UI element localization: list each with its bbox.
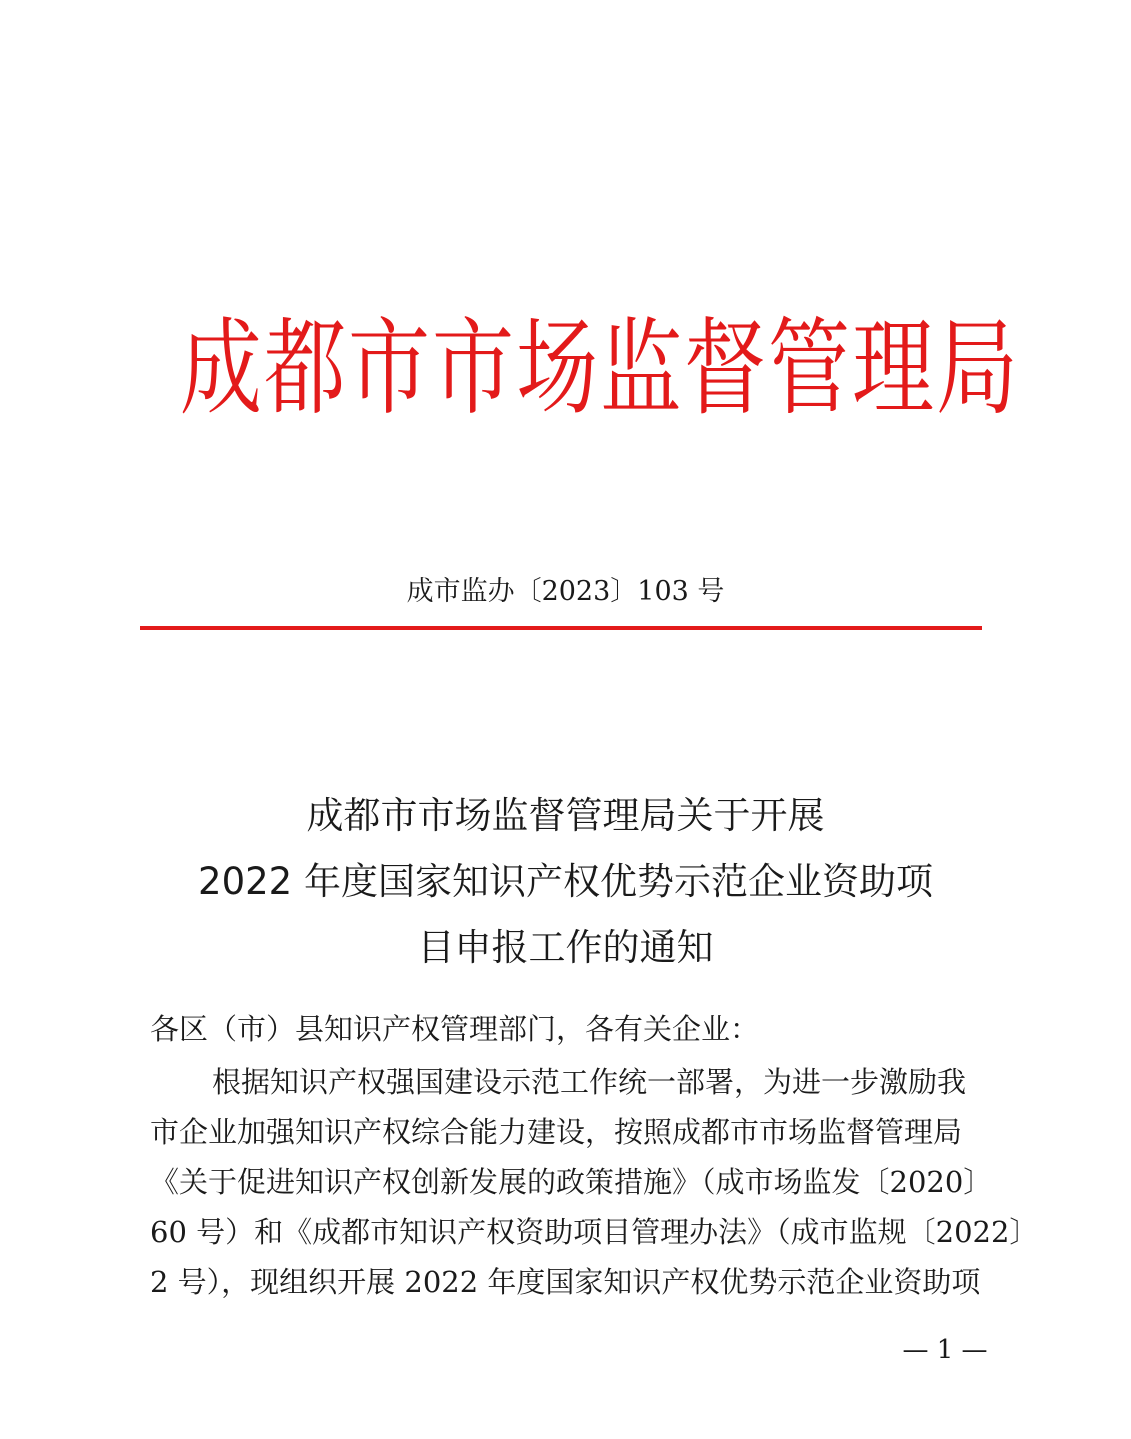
body-paragraph-line: 60 号）和《成都市知识产权资助项目管理办法》（成市监规〔2022〕 [150,1215,1039,1249]
body-paragraph-line: 2 号），现组织开展 2022 年度国家知识产权优势示范企业资助项 [150,1265,981,1299]
body-paragraph-line: 《关于促进知识产权创新发展的政策措施》（成市场监发〔2020〕 [150,1165,993,1199]
page-number: — 1 — [902,1335,988,1365]
document-number: 成市监办〔2023〕103 号 [406,576,725,607]
notice-title-line-1: 成都市市场监督管理局关于开展 [306,794,825,837]
notice-title-line-3: 目申报工作的通知 [417,926,714,969]
red-divider-line [140,626,982,630]
notice-title-line-2: 2022 年度国家知识产权优势示范企业资助项 [198,860,933,903]
body-paragraph-line: 市企业加强知识产权综合能力建设，按照成都市市场监督管理局 [150,1115,963,1149]
letterhead-title: 成都市市场监督管理局 [180,308,1021,431]
body-paragraph-line: 根据知识产权强国建设示范工作统一部署，为进一步激励我 [212,1065,967,1099]
salutation: 各区（市）县知识产权管理部门，各有关企业： [150,1012,760,1046]
